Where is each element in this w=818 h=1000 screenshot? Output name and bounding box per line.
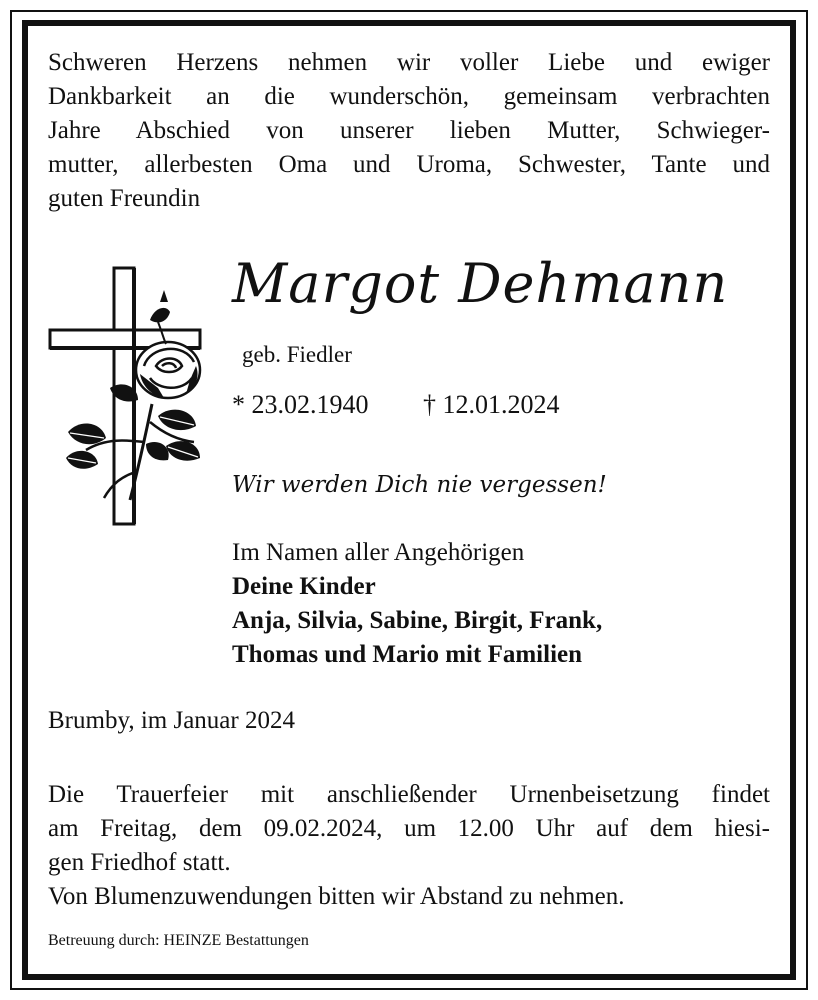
maiden-name: geb. Fiedler xyxy=(242,342,352,367)
mourners-names: Anja, Silvia, Sabine, Birgit, Frank, xyxy=(232,607,603,634)
deceased-name: Margot Dehmann xyxy=(232,252,729,315)
intro-text xyxy=(48,46,770,216)
intro-line: Dankbarkeit an die wunderschön, gemeinsam verbrachten xyxy=(48,83,770,110)
life-dates xyxy=(232,388,560,422)
intro-line: mutter, allerbesten Oma und Uroma, Schwester, Tante und xyxy=(48,151,770,178)
undertaker-credit: Betreuung durch: HEINZE Bestattungen xyxy=(48,932,309,949)
place-date: Brumby, im Januar 2024 xyxy=(48,707,295,734)
funeral-line: gen Friedhof statt. xyxy=(48,849,231,876)
death-date: † 12.01.2024 xyxy=(423,390,560,419)
funeral-line: Die Trauerfeier mit anschließender Urnenbeisetzung findet xyxy=(48,781,770,808)
mourners-heading: Deine Kinder xyxy=(232,573,376,600)
funeral-line: am Freitag, dem 09.02.2024, um 12.00 Uhr auf dem hiesi- xyxy=(48,815,770,842)
intro-line: Jahre Abschied von unserer lieben Mutter, Schwieger- xyxy=(48,117,770,144)
cross-with-rose-icon xyxy=(46,262,208,532)
funeral-notice xyxy=(48,778,770,914)
mourners-block xyxy=(232,536,602,672)
motto: Wir werden Dich nie vergessen! xyxy=(232,472,607,498)
mourners-intro: Im Namen aller Angehörigen xyxy=(232,539,525,566)
birth-date: * 23.02.1940 xyxy=(232,390,369,419)
intro-line: guten Freundin xyxy=(48,185,201,212)
mourners-names: Thomas und Mario mit Familien xyxy=(232,641,583,668)
intro-line: Schweren Herzens nehmen wir voller Liebe und ewiger xyxy=(48,49,770,76)
funeral-line: Von Blumenzuwendungen bitten wir Abstand zu nehmen. xyxy=(48,883,625,910)
